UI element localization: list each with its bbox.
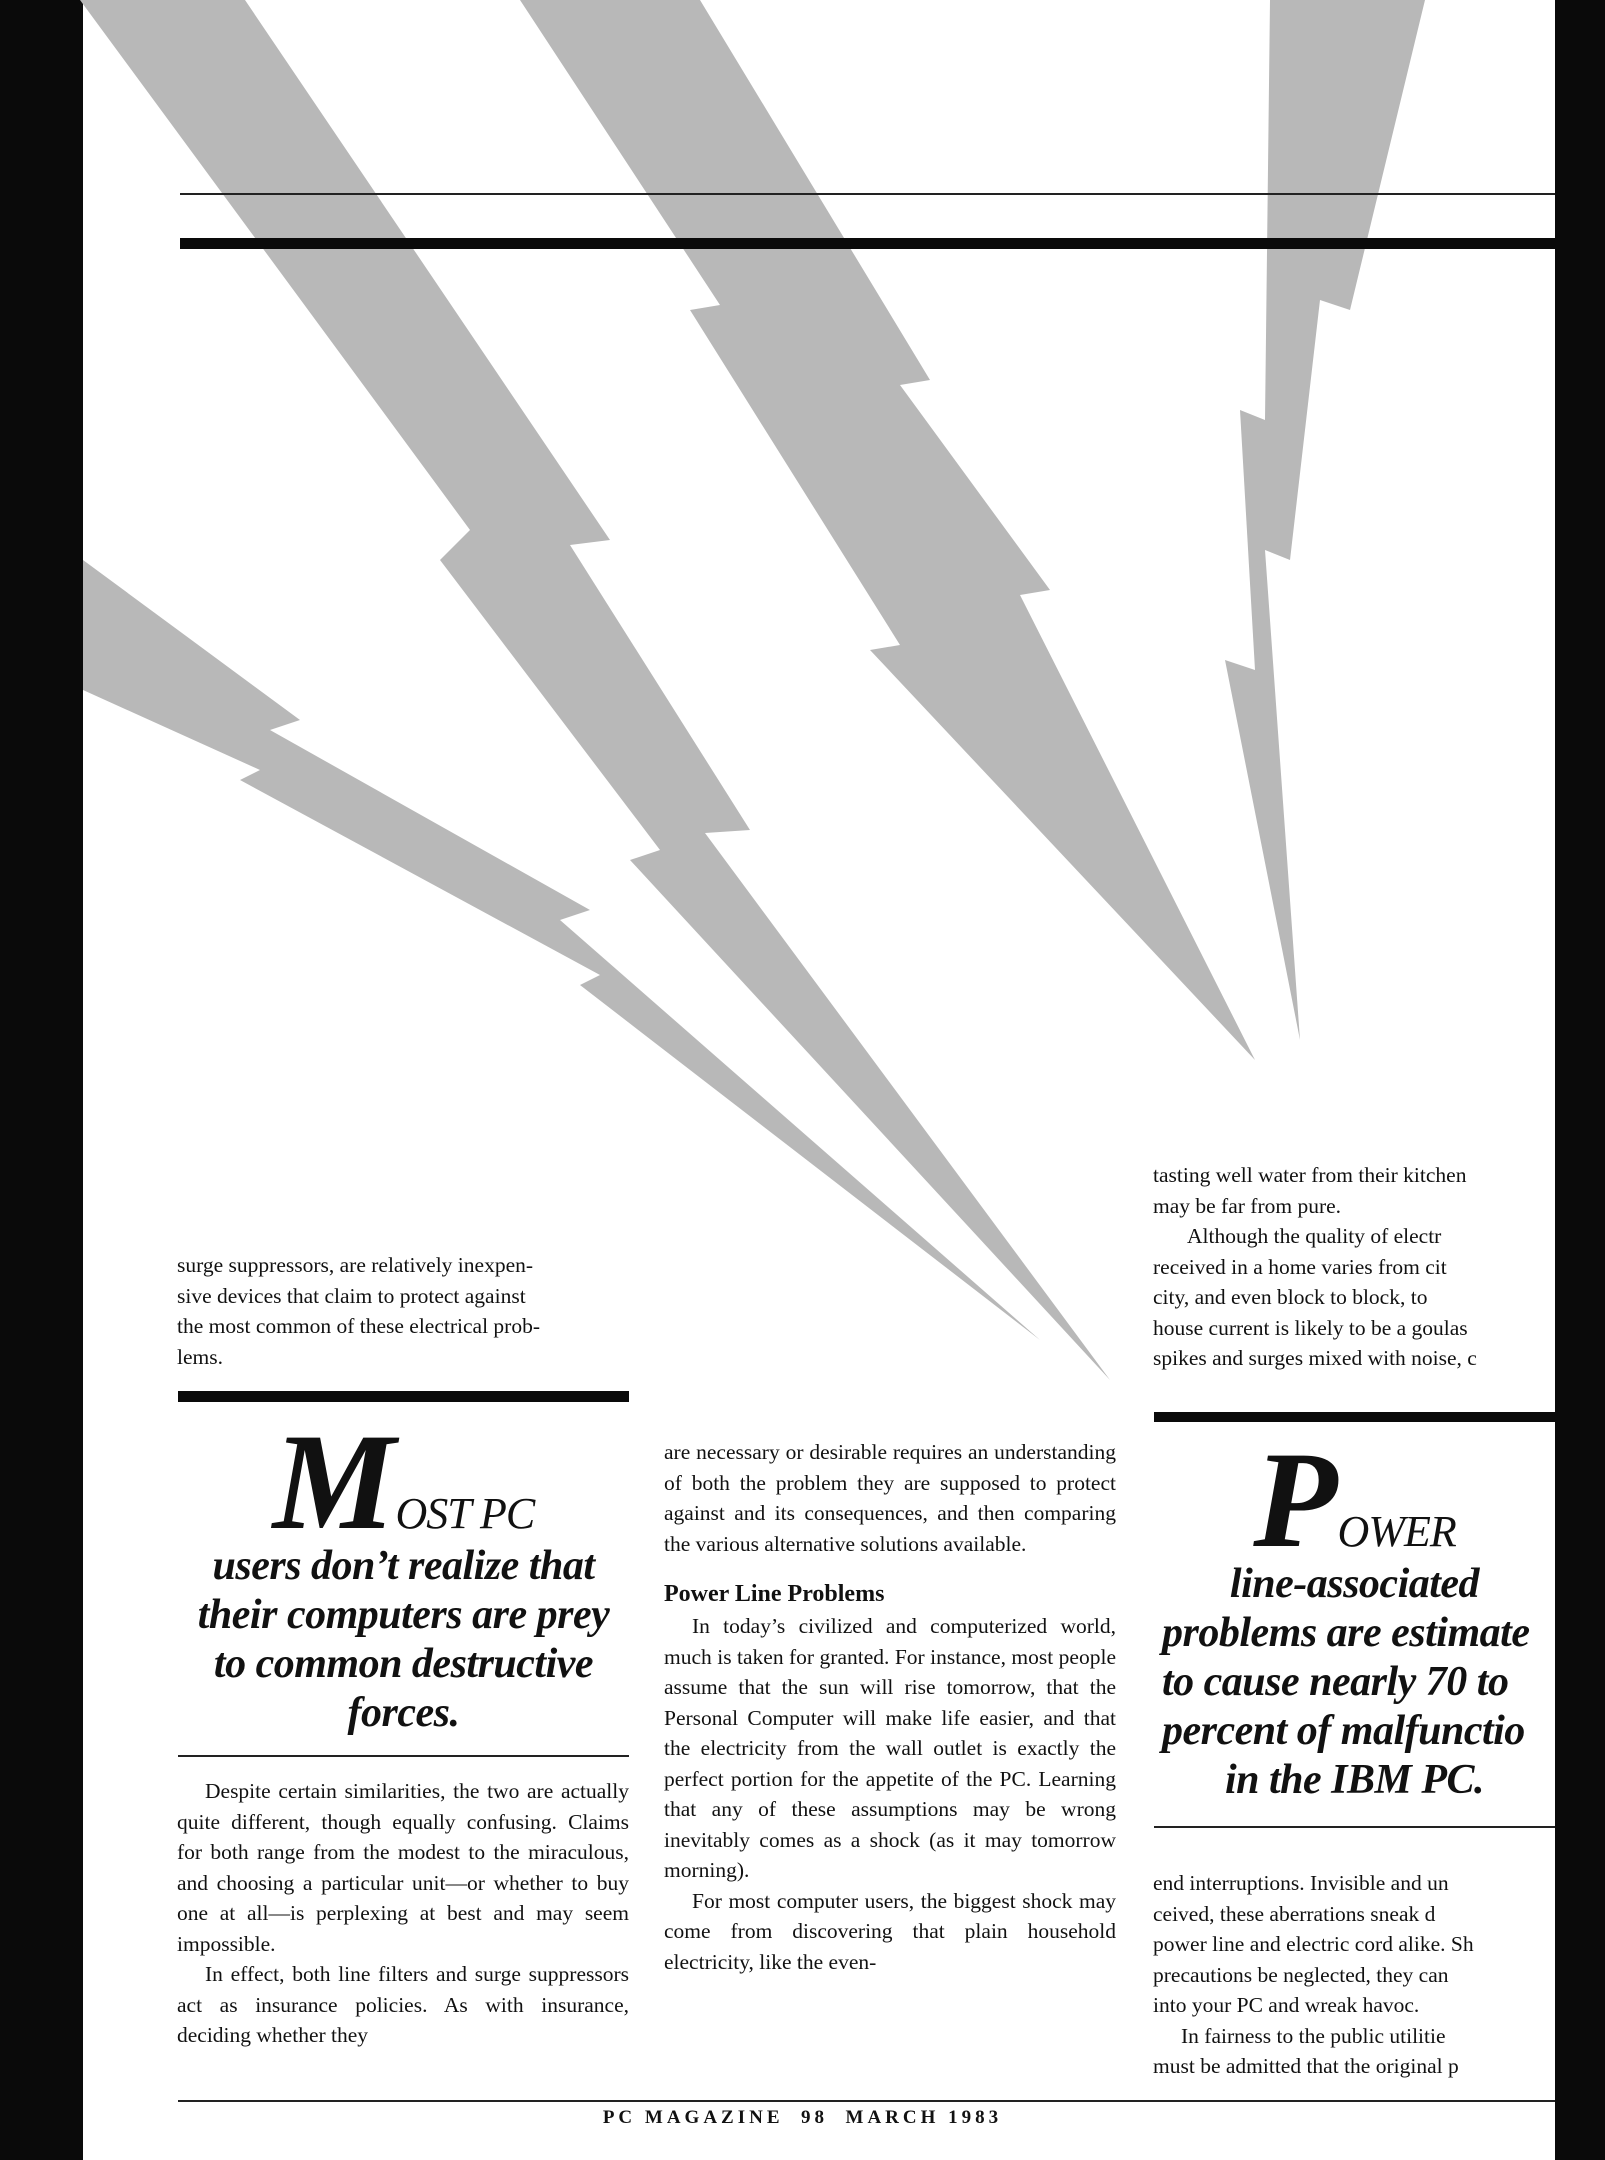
- paragraph: In today’s civilized and computerized world, much is taken for granted. For instance, most people assume that the sun will rise tomorrow, that the Personal Computer will make life easier, and that the electricity from the wall outlet is exactly the perfect portion for the appetite of the PC. Learning that any of these assumptions may be wrong inevitably comes as a shock (as it may tomorrow morning).: [664, 1614, 1116, 1882]
- text-line: the most common of these electrical prob-: [177, 1314, 540, 1338]
- pull-quote-line: their computers are prey: [197, 1592, 610, 1638]
- pull-quote-line: line-associated: [1229, 1561, 1480, 1607]
- paragraph: are necessary or desirable requires an understanding of both the problem they are supposed to protect against and its consequences, and then comparing the various alternative solutions available.: [664, 1440, 1116, 1556]
- lightning-bolt-center: [520, 0, 1255, 1060]
- text-line: Although the quality of electr: [1187, 1224, 1442, 1248]
- text-line: end interruptions. Invisible and un: [1153, 1871, 1449, 1895]
- text-line: sive devices that claim to protect against: [177, 1283, 526, 1308]
- pull-quote-lead: OWER: [1337, 1507, 1456, 1556]
- pull-quote-line: to common destructive: [213, 1641, 594, 1687]
- text-line: tasting well water from their kitchen: [1153, 1163, 1467, 1187]
- text-line: must be admitted that the original p: [1153, 2054, 1459, 2078]
- pull-quote-line: users don’t realize that: [212, 1543, 595, 1589]
- pull-quote-2: [1154, 1440, 1555, 1805]
- pull-quote-drop-cap: P: [1253, 1440, 1338, 1576]
- text-line: power line and electric cord alike. Sh: [1153, 1932, 1474, 1956]
- column-middle: [664, 1437, 1116, 1977]
- pull-quote-1-top-rule: [178, 1391, 629, 1402]
- paragraph: In effect, both line filters and surge suppressors act as insurance policies. As with insurance, deciding whether they: [177, 1962, 629, 2047]
- pull-quote-line: percent of malfunctio: [1162, 1708, 1525, 1754]
- pull-quote-2-bottom-rule: [1154, 1826, 1555, 1828]
- pull-quote-1-bottom-rule: [178, 1755, 629, 1757]
- text-line: lems.: [177, 1344, 223, 1369]
- text-line: surge suppressors, are relatively inexpen-: [177, 1253, 534, 1277]
- pull-quote-line: to cause nearly 70 to: [1162, 1659, 1509, 1705]
- text-line: In fairness to the public utilitie: [1181, 2023, 1446, 2048]
- pull-quote-2-top-rule: [1154, 1412, 1555, 1422]
- column-upper-left: [177, 1250, 629, 1372]
- footer-rule: [178, 2100, 1555, 2102]
- column-left-lower: [177, 1776, 629, 2051]
- pull-quote-1: [178, 1405, 629, 1738]
- text-line: may be far from pure.: [1153, 1193, 1342, 1218]
- text-line: city, and even block to block, to: [1153, 1285, 1428, 1309]
- text-line: house current is likely to be a goulas: [1153, 1315, 1468, 1340]
- paragraph: For most computer users, the biggest shock may come from discovering that plain household electricity, like the even-: [664, 1888, 1116, 1974]
- pull-quote-line: forces.: [347, 1690, 460, 1736]
- pull-quote-line: in the IBM PC.: [1224, 1757, 1485, 1803]
- text-line: precautions be neglected, they can: [1153, 1962, 1449, 1987]
- right-page-edge: [1555, 0, 1605, 2160]
- column-upper-right: [1153, 1160, 1555, 1374]
- text-line: ceived, these aberrations sneak d: [1153, 1901, 1436, 1926]
- text-line: into your PC and wreak havoc.: [1153, 1993, 1420, 2017]
- column-right-lower: [1153, 1868, 1555, 2082]
- header-rule-thin: [180, 193, 1555, 195]
- paragraph: Despite certain similarities, the two are actually quite different, though equally confusing. Claims for both range from the modest to the miraculous, and choosing a particular unit—or whether to buy one at all—is perplexing at best and may seem impossible.: [177, 1779, 629, 1956]
- text-line: spikes and surges mixed with noise, c: [1153, 1346, 1477, 1370]
- pull-quote-drop-cap: M: [272, 1405, 396, 1558]
- page-footer: PC MAGAZINE 98 MARCH 1983: [602, 2107, 1003, 2128]
- pull-quote-line: problems are estimate: [1162, 1610, 1530, 1656]
- pull-quote-lead: OST PC: [395, 1489, 535, 1538]
- lightning-bolt-right: [1225, 0, 1425, 1040]
- section-heading: Power Line Problems: [664, 1581, 885, 1607]
- header-rule-thick: [180, 238, 1555, 249]
- text-line: received in a home varies from cit: [1153, 1254, 1447, 1279]
